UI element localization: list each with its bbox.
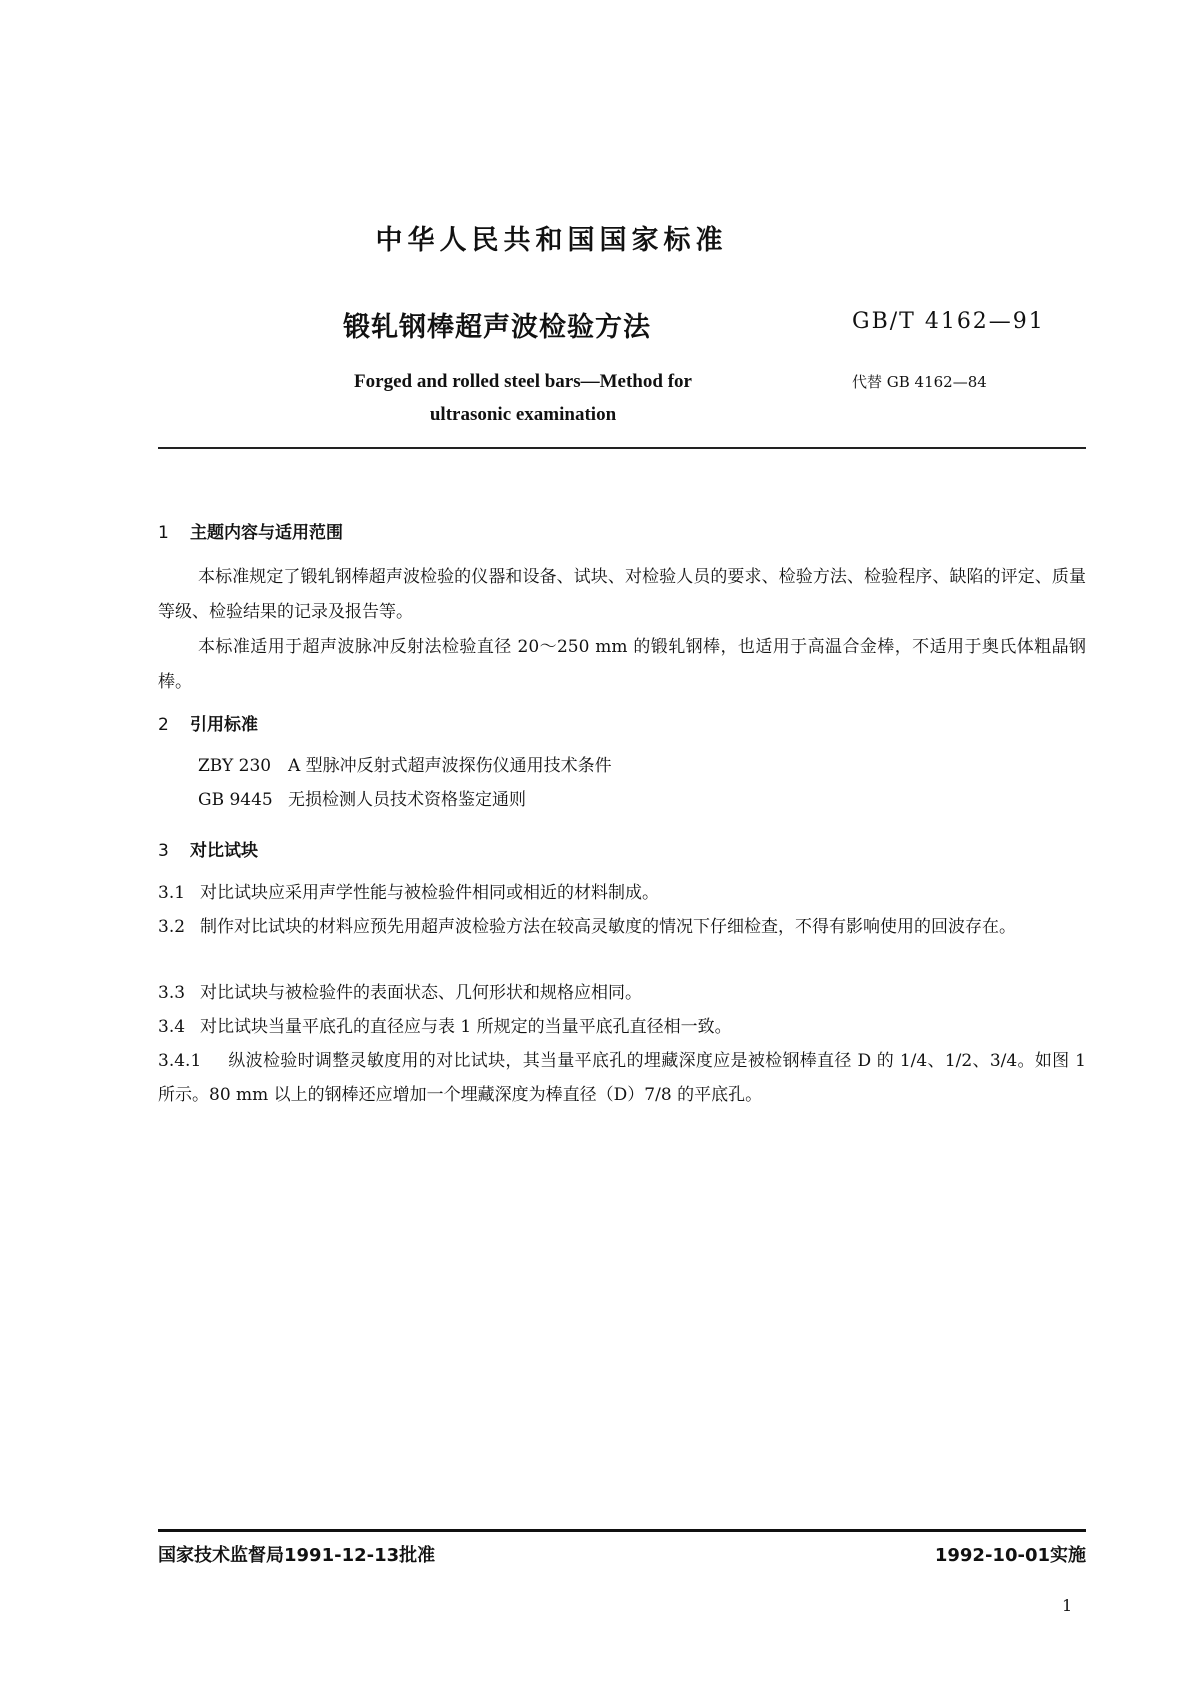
- section-2-heading: [158, 710, 258, 735]
- clause-3-3: [158, 976, 1086, 1010]
- clause-3-2: [158, 910, 1086, 944]
- page-number: 1: [1062, 1596, 1073, 1615]
- clause-text: 对比试块与被检验件的表面状态、几何形状和规格应相同。: [200, 983, 642, 1003]
- clause-3-1: [158, 876, 1086, 910]
- section-1-paragraph-1: 本标准规定了锻轧钢棒超声波检验的仪器和设备、试块、对检验人员的要求、检验方法、检验程序、缺陷的评定、质量等级、检验结果的记录及报告等。: [158, 567, 1086, 622]
- approval-date: 国家技术监督局1991-12-13批准: [158, 1545, 436, 1566]
- reference-code: ZBY 230: [198, 756, 272, 776]
- footer-divider: [158, 1529, 1086, 1532]
- section-1-title: 主题内容与适用范围: [190, 523, 343, 543]
- section-3-title: 对比试块: [190, 841, 258, 861]
- section-1-number: 1: [158, 523, 169, 543]
- clause-text: 对比试块当量平底孔的直径应与表 1 所规定的当量平底孔直径相一致。: [200, 1017, 732, 1037]
- header-divider: [158, 447, 1086, 449]
- section-3-heading: [158, 836, 258, 861]
- section-3-number: 3: [158, 841, 169, 861]
- clause-text: 制作对比试块的材料应预先用超声波检验方法在较高灵敏度的情况下仔细检查，不得有影响使用的回波存在。: [200, 917, 1016, 937]
- section-1-heading: [158, 518, 343, 543]
- section-1-paragraph-2: 本标准适用于超声波脉冲反射法检验直径 20～250 mm 的锻轧钢棒，也适用于高温合金棒，不适用于奥氏体粗晶钢棒。: [158, 637, 1086, 692]
- clause-text: 对比试块应采用声学性能与被检验件相同或相近的材料制成。: [200, 883, 659, 903]
- reference-code: GB 9445: [198, 790, 273, 810]
- reference-text: 无损检测人员技术资格鉴定通则: [288, 790, 526, 810]
- reference-item: [198, 785, 526, 810]
- clause-number: 3.1: [158, 883, 186, 903]
- clause-3-4: [158, 1010, 1086, 1044]
- clause-text: 纵波检验时调整灵敏度用的对比试块，其当量平底孔的埋藏深度应是被检钢棒直径 D 的 1/4、1/2、3/4。如图 1 所示。80 mm 以上的钢棒还应增加一个埋藏深度为棒直径（D）7/8 的平底孔。: [158, 1051, 1086, 1105]
- section-2-number: 2: [158, 715, 169, 735]
- clause-number: 3.2: [158, 917, 186, 937]
- title-en-line-1: Forged and rolled steel bars—Method for: [354, 371, 692, 392]
- reference-item: [198, 751, 612, 776]
- replaces-note: 代替 GB 4162—84: [852, 373, 987, 391]
- national-standard-heading: 中华人民共和国国家标准: [375, 225, 728, 256]
- standard-number: GB/T 4162—91: [852, 309, 1045, 334]
- standard-title-en: [318, 365, 728, 431]
- standard-title-cn: 锻轧钢棒超声波检验方法: [343, 312, 651, 343]
- title-en-line-2: ultrasonic examination: [429, 404, 617, 425]
- clause-number: 3.3: [158, 983, 186, 1003]
- implementation-date: 1992-10-01实施: [934, 1545, 1086, 1566]
- clause-3-4-1: [158, 1044, 1086, 1112]
- clause-number: 3.4: [158, 1017, 186, 1037]
- section-2-title: 引用标准: [190, 715, 258, 735]
- clause-number: 3.4.1: [158, 1051, 202, 1071]
- reference-text: A 型脉冲反射式超声波探伤仪通用技术条件: [288, 756, 612, 776]
